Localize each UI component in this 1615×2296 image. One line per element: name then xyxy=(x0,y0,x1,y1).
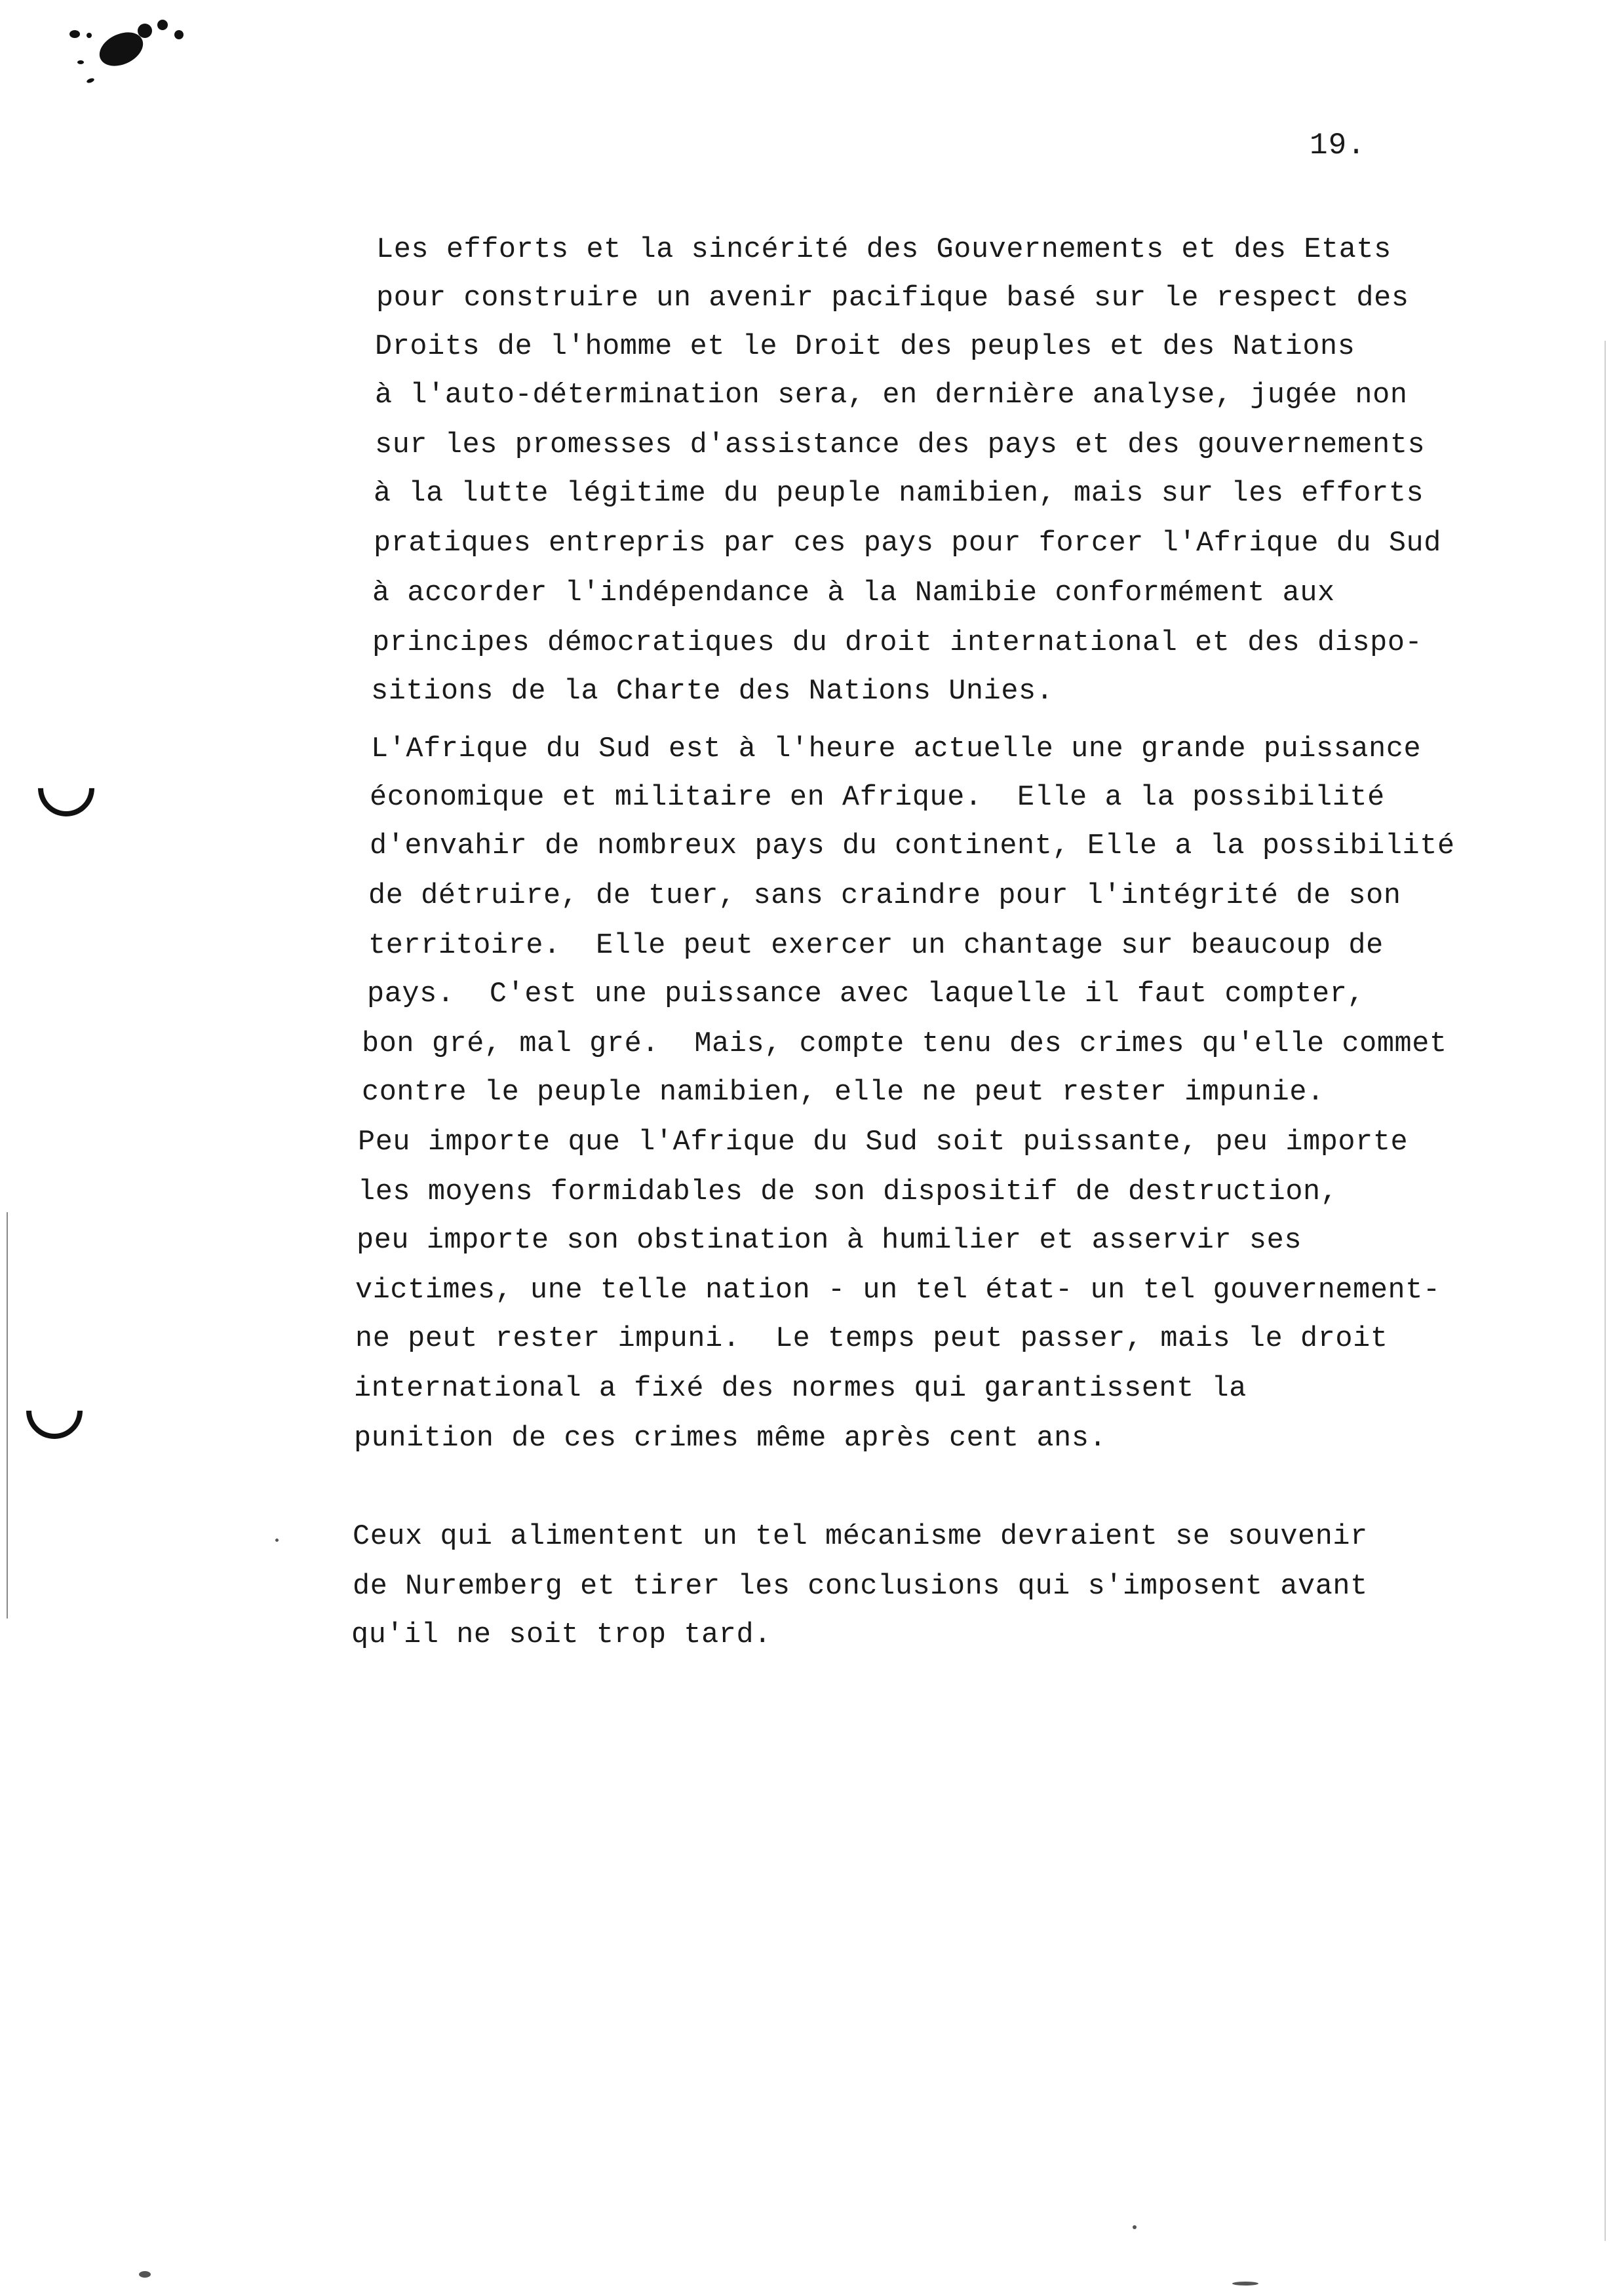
text-line: à accorder l'indépendance à la Namibie conformément aux xyxy=(372,577,1335,609)
text-line: économique et militaire en Afrique. Elle a la possibilité xyxy=(370,782,1385,814)
scan-edge-line-right xyxy=(1605,341,1606,2241)
text-line: de détruire, de tuer, sans craindre pour l'intégrité de son xyxy=(368,880,1401,912)
text-line: L'Afrique du Sud est à l'heure actuelle une grande puissance xyxy=(371,733,1422,765)
text-line: principes démocratiques du droit international et des dispo- xyxy=(372,627,1423,659)
text-line: les moyens formidables de son dispositif de destruction, xyxy=(358,1176,1338,1208)
text-line: pays. C'est une puissance avec laquelle il faut compter, xyxy=(367,978,1365,1010)
text-line: victimes, une telle nation - un tel état- un tel gouvernement- xyxy=(355,1274,1441,1307)
text-line: international a fixé des normes qui garantissent la xyxy=(354,1373,1247,1405)
punch-hole-mark-lower xyxy=(14,1371,94,1451)
text-line: sitions de la Charte des Nations Unies. xyxy=(371,676,1054,708)
text-line: d'envahir de nombreux pays du continent, Elle a la possibilité xyxy=(370,830,1455,862)
scan-edge-line-left xyxy=(7,1212,8,1618)
text-line: à l'auto-détermination sera, en dernière analyse, jugée non xyxy=(375,379,1408,411)
text-line: bon gré, mal gré. Mais, compte tenu des crimes qu'elle commet xyxy=(362,1028,1447,1060)
scan-speck xyxy=(1133,2225,1137,2229)
text-line: Peu importe que l'Afrique du Sud soit puissante, peu importe xyxy=(358,1126,1409,1158)
text-line: qu'il ne soit trop tard. xyxy=(351,1619,771,1651)
scan-speck xyxy=(139,2271,151,2278)
text-line: ne peut rester impuni. Le temps peut passer, mais le droit xyxy=(355,1323,1388,1355)
text-line: Les efforts et la sincérité des Gouvernements et des Etats xyxy=(376,234,1391,266)
text-line: Droits de l'homme et le Droit des peuples et des Nations xyxy=(375,331,1355,363)
scan-speck xyxy=(1232,2282,1258,2286)
text-line: à la lutte légitime du peuple namibien, mais sur les efforts xyxy=(374,478,1424,510)
text-line: pratiques entrepris par ces pays pour forcer l'Afrique du Sud xyxy=(374,527,1441,560)
page-number: 19. xyxy=(1310,128,1366,163)
text-line: contre le peuple namibien, elle ne peut rester impunie. xyxy=(362,1077,1325,1109)
text-line: peu importe son obstination à humilier et asservir ses xyxy=(357,1225,1302,1257)
scan-speck xyxy=(275,1539,279,1542)
punch-hole-mark-upper xyxy=(26,748,106,828)
text-line: sur les promesses d'assistance des pays et des gouvernements xyxy=(375,429,1426,461)
text-line: Ceux qui alimentent un tel mécanisme devraient se souvenir xyxy=(353,1521,1368,1553)
text-line: territoire. Elle peut exercer un chantage sur beaucoup de xyxy=(368,930,1384,962)
text-line: pour construire un avenir pacifique basé sur le respect des xyxy=(376,282,1409,315)
text-line: punition de ces crimes même après cent ans. xyxy=(354,1423,1107,1455)
text-line: de Nuremberg et tirer les conclusions qui s'imposent avant xyxy=(353,1571,1368,1603)
